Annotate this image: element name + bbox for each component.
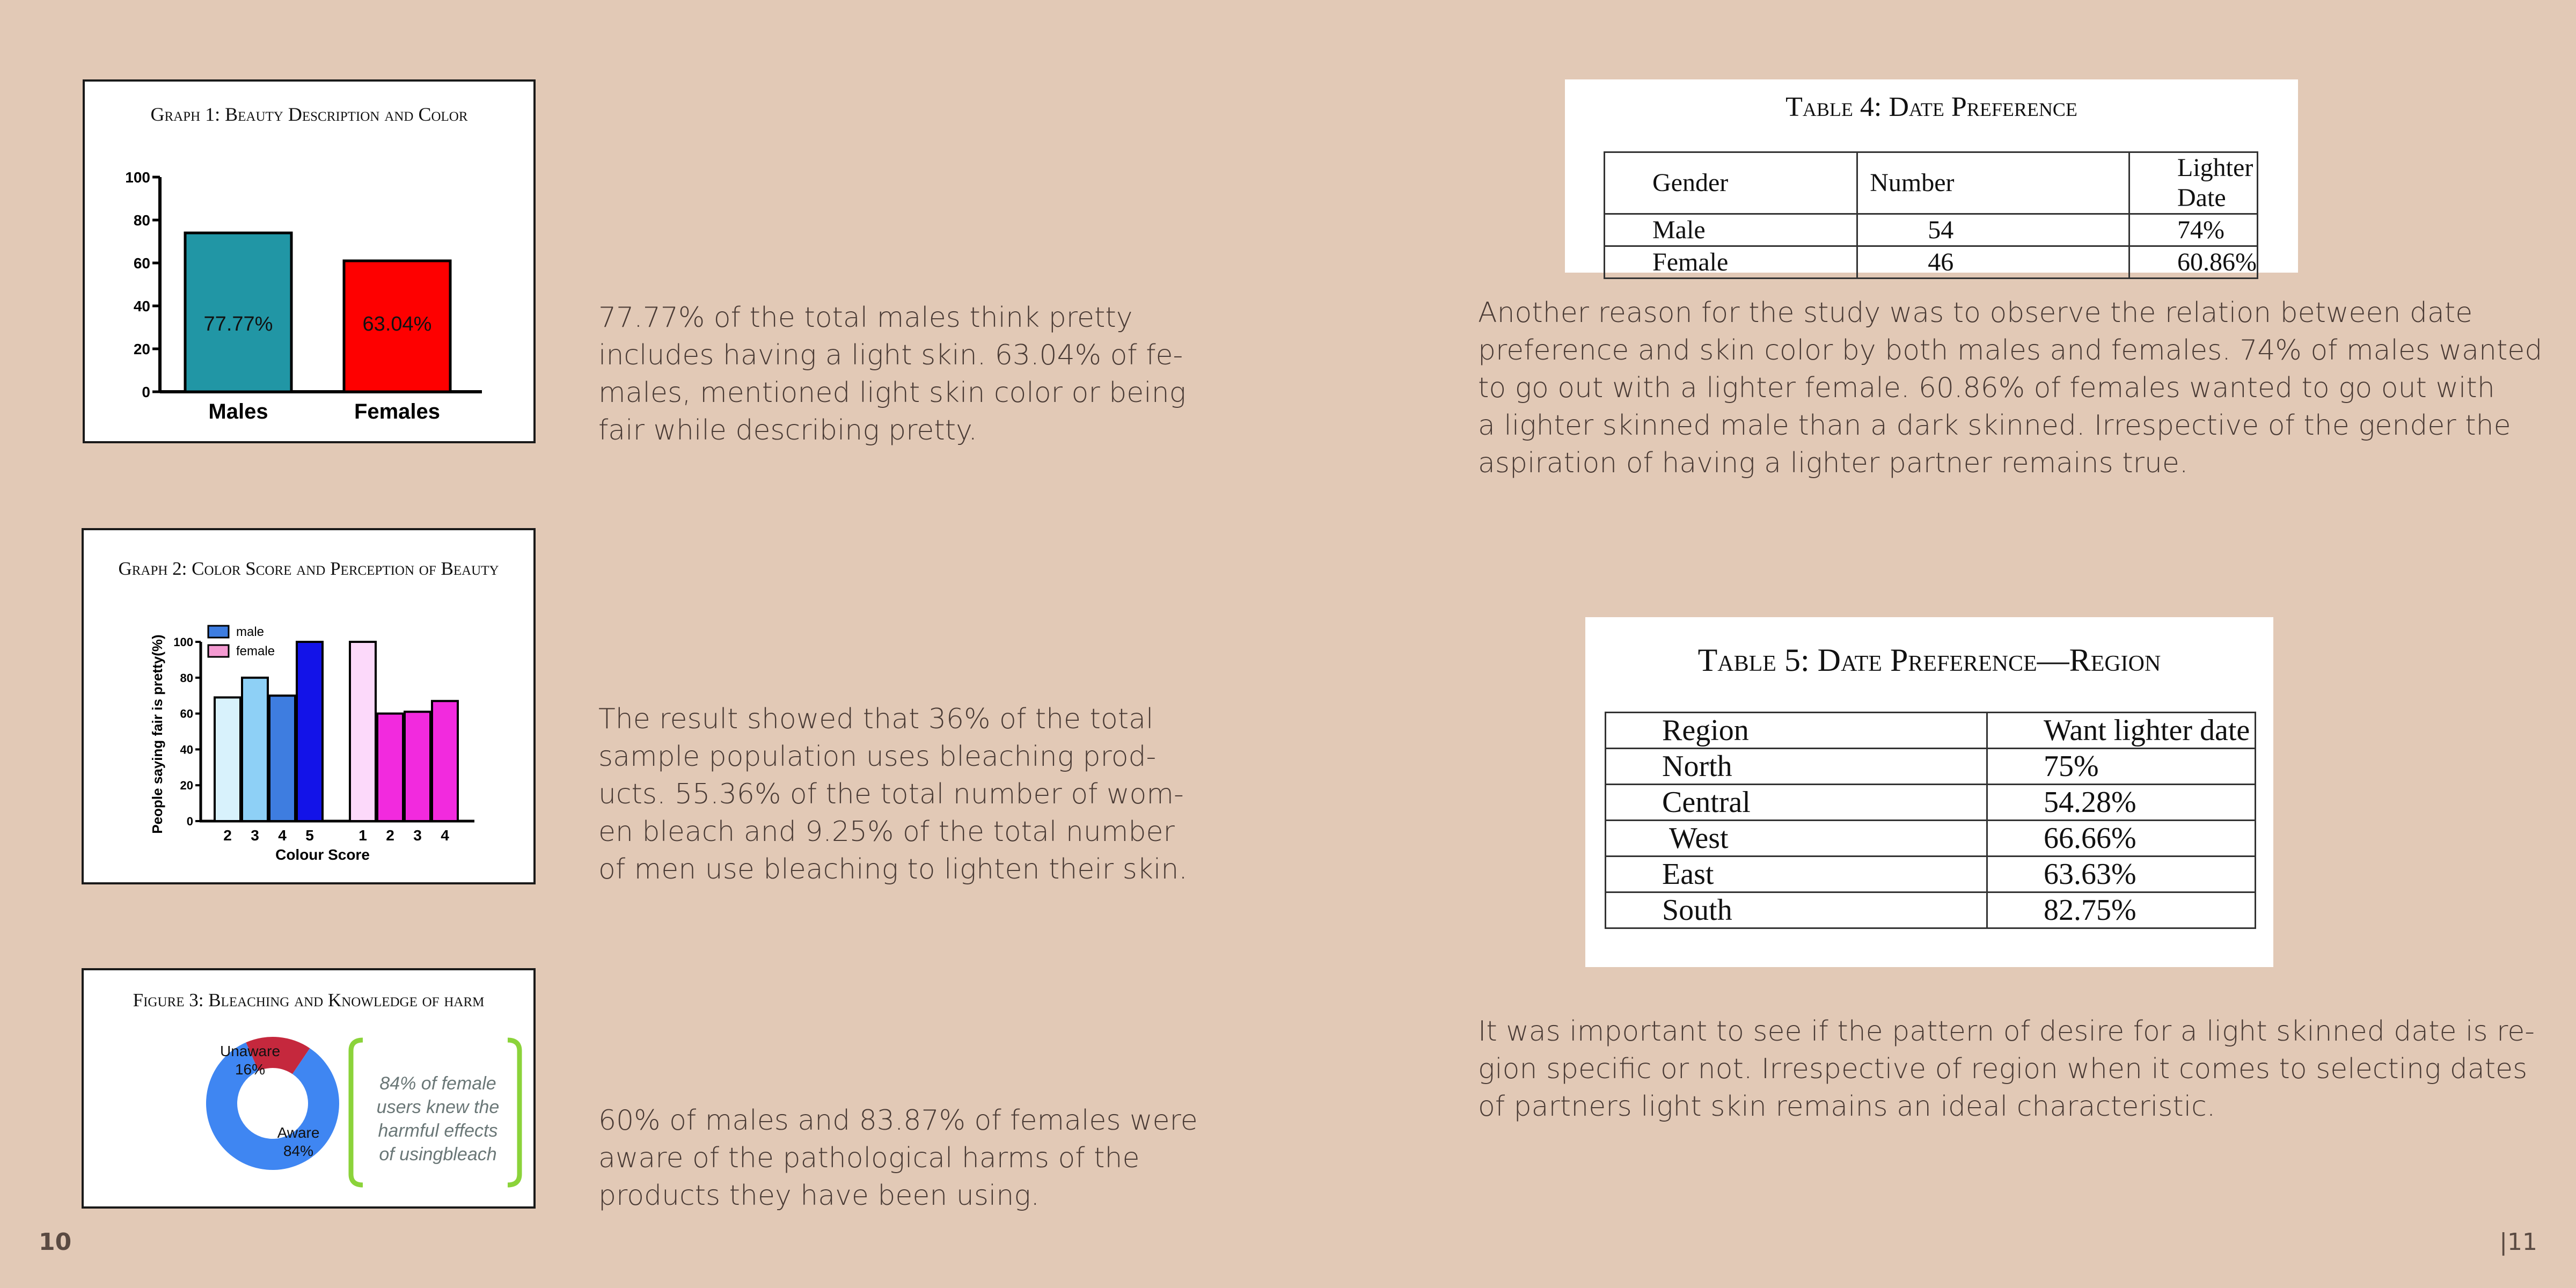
g1-y-tick-label: 40 <box>133 298 150 314</box>
graph2-card <box>82 528 536 884</box>
g2-x-tick-label: 5 <box>305 827 314 844</box>
p5-line: gion specific or not. Irrespective of region when it comes to selecting dates <box>1478 1053 2528 1085</box>
table4-title: Table 4: Date Preference <box>1785 92 2077 122</box>
table-cell: 63.63% <box>1987 857 2256 892</box>
graph1-title: Graph 1: Beauty Description and Color <box>150 104 468 125</box>
g1-category-label: Males <box>208 400 268 423</box>
table-cell: Female <box>1605 246 1857 279</box>
figure3-card <box>82 968 536 1209</box>
g2-bar-female-2 <box>377 714 403 821</box>
table4-card <box>1565 79 2298 276</box>
g1-data-label: 63.04% <box>362 313 432 335</box>
table-cell: West <box>1606 821 1987 857</box>
table-cell: Lighter Date <box>2129 152 2258 214</box>
g1-data-label: 77.77% <box>203 313 273 335</box>
table-row <box>1606 785 2256 821</box>
table5-card <box>1585 617 2273 967</box>
g2-bar-male-2 <box>215 698 240 821</box>
g2-x-tick-label: 3 <box>413 827 422 844</box>
g1-category-label: Females <box>354 400 441 423</box>
p1-line: 77.77% of the total males think pretty <box>598 302 1133 334</box>
paragraph-knowledge-of-harm <box>598 1102 1198 1214</box>
table-cell: Gender <box>1605 152 1857 214</box>
f3-value-unaware: 16% <box>235 1061 266 1078</box>
p1-line: fair while describing pretty. <box>598 414 977 447</box>
g2-bar-female-3 <box>405 712 430 821</box>
p2-line: The result showed that 36% of the total <box>598 703 1154 735</box>
g2-x-tick-label: 2 <box>386 827 394 844</box>
g2-legend-label-male: male <box>236 625 265 639</box>
g2-y-tick-label: 20 <box>180 779 193 793</box>
f3-callout-line: users knew the <box>376 1097 500 1117</box>
f3-value-aware: 84% <box>283 1143 314 1159</box>
f3-label-unaware: Unaware <box>219 1043 281 1059</box>
g2-bar-female-1 <box>350 642 376 821</box>
g2-legend-label-female: female <box>236 644 275 658</box>
p4-line: preference and skin color by both males and females. 74% of males wanted <box>1478 334 2543 367</box>
p2-line: sample population uses bleaching prod- <box>598 741 1157 773</box>
graph1-chart <box>85 82 533 441</box>
p3-line: aware of the pathological harms of the <box>598 1142 1140 1174</box>
p3-line: products they have been using. <box>598 1180 1040 1212</box>
table-row <box>1606 821 2256 857</box>
paragraph-bleaching-usage <box>598 700 1188 888</box>
g2-y-tick-label: 0 <box>186 815 193 828</box>
p4-line: aspiration of having a lighter partner remains true. <box>1478 447 2189 479</box>
graph2-chart <box>84 530 533 882</box>
figure3-chart <box>84 970 533 1206</box>
table-row <box>1605 214 2258 246</box>
f3-label-aware: Aware <box>277 1124 320 1141</box>
g2-bar-male-4 <box>269 696 295 821</box>
paragraph-beauty-description <box>598 299 1186 449</box>
table-cell: 54.28% <box>1987 785 2256 821</box>
table-cell: 54 <box>1857 214 2129 246</box>
g2-y-axis-label: People saying fair is pretty(%) <box>149 634 165 834</box>
table-cell: 82.75% <box>1987 892 2256 928</box>
g2-x-tick-label: 4 <box>441 827 449 844</box>
page-number-right: |11 <box>2499 1228 2537 1256</box>
g2-y-tick-label: 60 <box>180 707 193 721</box>
paragraph-region-preference <box>1478 1013 2535 1125</box>
p2-line: en bleach and 9.25% of the total number <box>598 816 1175 848</box>
graph1-card <box>83 79 536 443</box>
g1-y-tick-label: 80 <box>133 212 150 229</box>
table-header-row <box>1606 713 2256 749</box>
p4-line: a lighter skinned male than a dark skinned. Irrespective of the gender the <box>1478 409 2511 442</box>
p5-line: It was important to see if the pattern of desire for a light skinned date is re- <box>1478 1015 2535 1048</box>
table-cell: 74% <box>2129 214 2258 246</box>
table-row <box>1606 892 2256 928</box>
table-cell: Male <box>1605 214 1857 246</box>
paragraph-date-preference <box>1478 294 2542 482</box>
table-cell: 66.66% <box>1987 821 2256 857</box>
table-row <box>1606 857 2256 892</box>
f3-callout-line: 84% of female <box>379 1073 496 1094</box>
table-cell: Central <box>1606 785 1987 821</box>
table-cell: Number <box>1857 152 2129 214</box>
p4-line: Another reason for the study was to observe the relation between date <box>1478 297 2473 329</box>
table-cell: North <box>1606 749 1987 785</box>
g1-y-tick-label: 20 <box>133 341 150 357</box>
g2-legend-swatch-female <box>208 645 229 657</box>
g2-legend-swatch-male <box>208 626 229 638</box>
page-number-left: 10 <box>39 1228 72 1256</box>
g2-bar-male-5 <box>297 642 323 821</box>
graph2-title: Graph 2: Color Score and Perception of Beauty <box>118 558 499 579</box>
g1-bar-males <box>185 233 291 392</box>
g1-y-tick-label: 100 <box>125 169 150 186</box>
g2-x-tick-label: 4 <box>278 827 287 844</box>
p4-line: to go out with a lighter female. 60.86% of females wanted to go out with <box>1478 372 2495 404</box>
p2-line: of men use bleaching to lighten their skin. <box>598 853 1188 885</box>
g2-bar-male-3 <box>242 678 268 821</box>
g2-y-tick-label: 100 <box>173 635 193 649</box>
figure3-title: Figure 3: Bleaching and Knowledge of harm <box>133 990 485 1011</box>
table-cell: Region <box>1606 713 1987 749</box>
table-cell: East <box>1606 857 1987 892</box>
table-cell: South <box>1606 892 1987 928</box>
g2-x-tick-label: 2 <box>223 827 232 844</box>
g2-x-tick-label: 3 <box>251 827 259 844</box>
p3-line: 60% of males and 83.87% of females were <box>598 1104 1198 1137</box>
table-cell: 75% <box>1987 749 2256 785</box>
g1-y-tick-label: 0 <box>142 384 150 400</box>
table-header-row <box>1605 152 2258 214</box>
f3-callout-line: of usingbleach <box>379 1144 497 1165</box>
f3-callout-line: harmful effects <box>378 1121 498 1141</box>
table4 <box>1604 151 2258 279</box>
p5-line: of partners light skin remains an ideal characteristic. <box>1478 1091 2216 1123</box>
table-cell: 60.86% <box>2129 246 2258 279</box>
g2-y-tick-label: 80 <box>180 671 193 685</box>
g2-y-tick-label: 40 <box>180 743 193 757</box>
f3-callout-bracket-left <box>351 1040 363 1185</box>
f3-callout-bracket-right <box>508 1040 519 1185</box>
p1-line: includes having a light skin. 63.04% of fe- <box>598 339 1183 371</box>
table-cell: Want lighter date <box>1987 713 2256 749</box>
table5-title: Table 5: Date Preference—Region <box>1697 642 2161 678</box>
g2-bar-female-4 <box>432 701 458 821</box>
table-cell: 46 <box>1857 246 2129 279</box>
table5 <box>1605 712 2256 929</box>
g2-x-tick-label: 1 <box>358 827 367 844</box>
p2-line: ucts. 55.36% of the total number of wom- <box>598 778 1184 810</box>
table-row <box>1605 246 2258 279</box>
table-row <box>1606 749 2256 785</box>
g2-x-axis-label: Colour Score <box>275 846 370 863</box>
p1-line: males, mentioned light skin color or being <box>598 377 1186 409</box>
g1-y-tick-label: 60 <box>133 255 150 272</box>
